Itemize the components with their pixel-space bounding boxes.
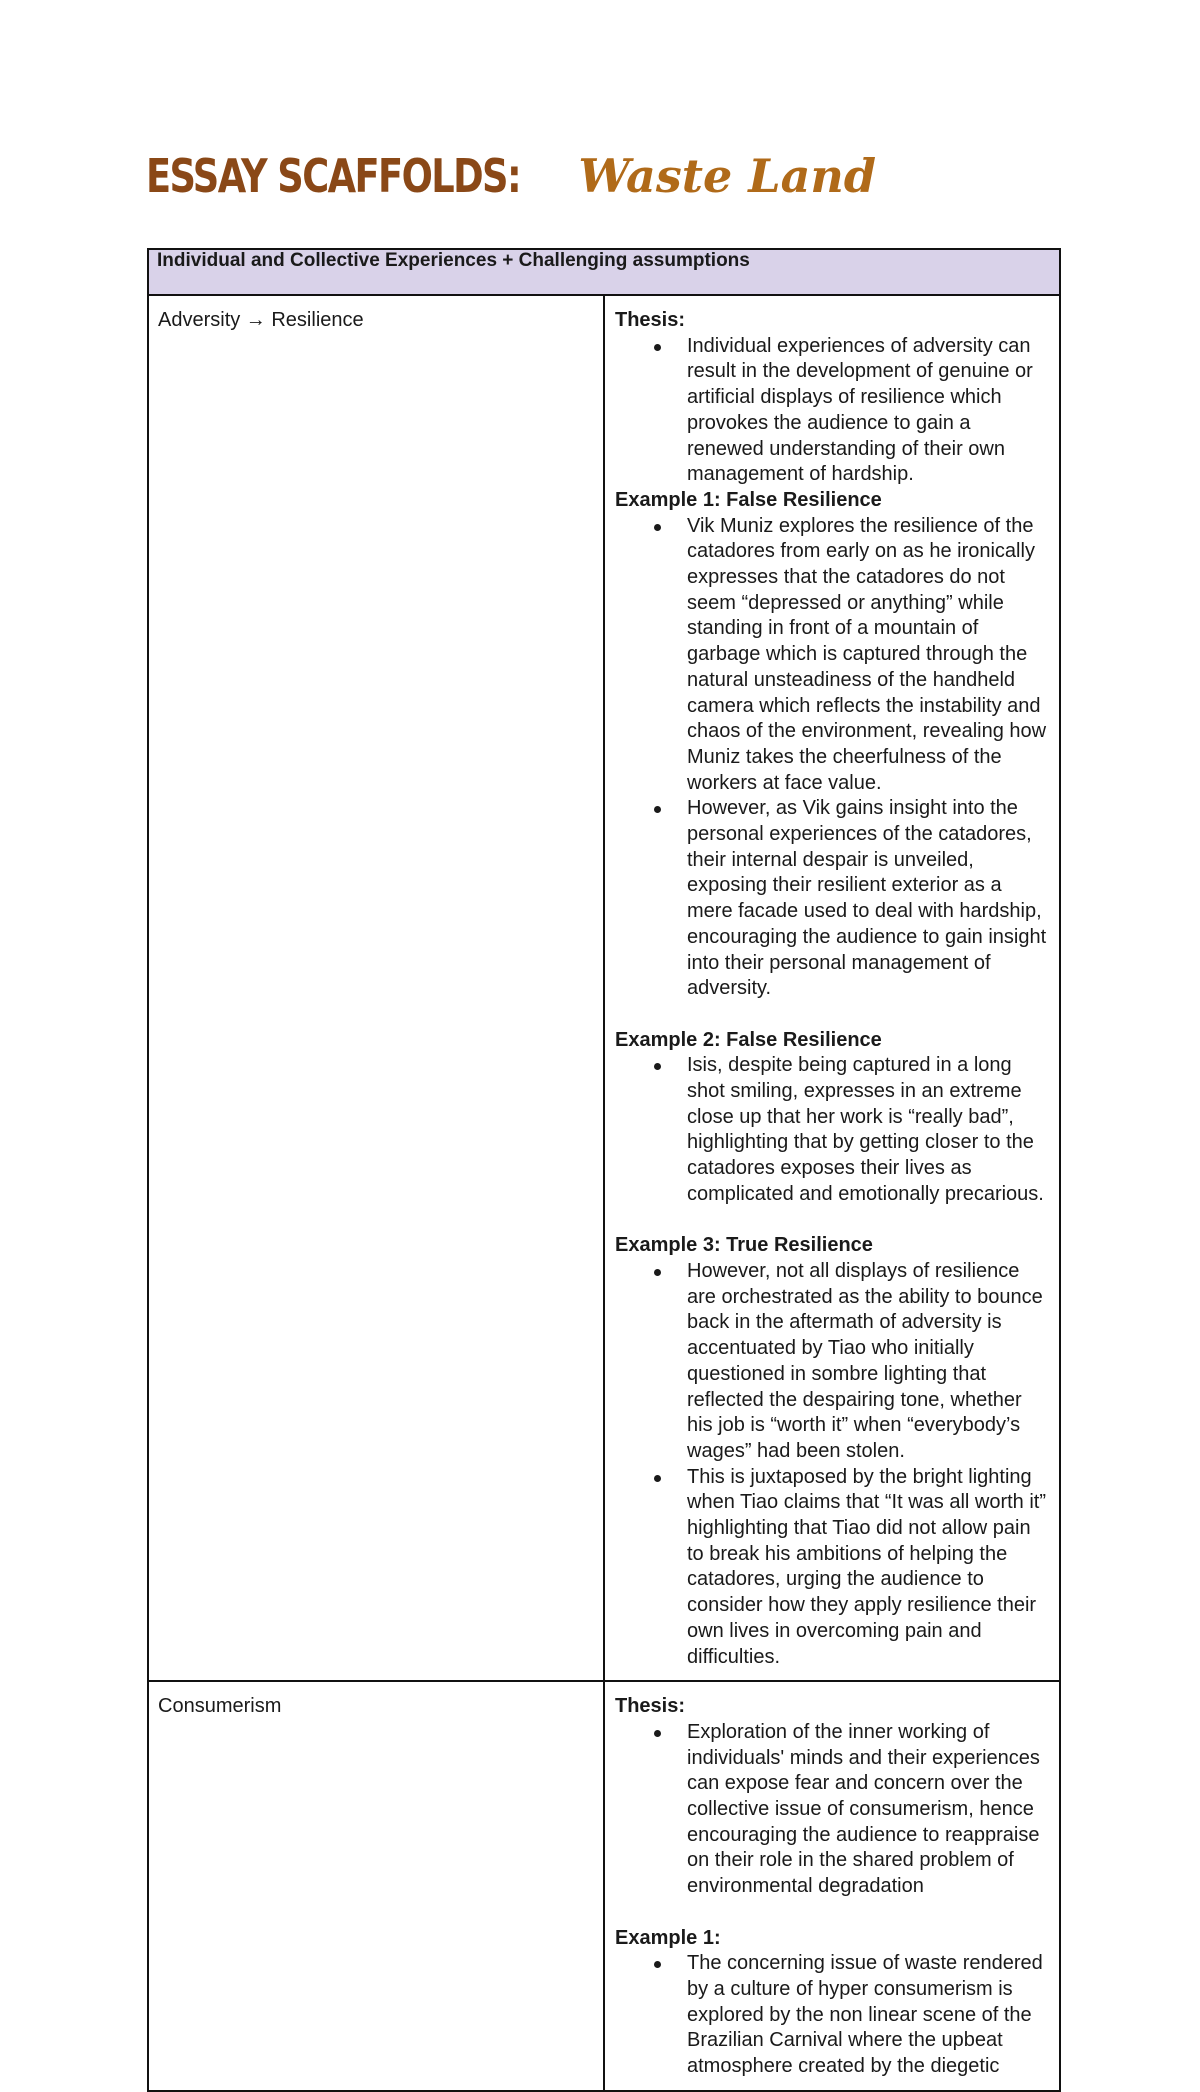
list-item: Vik Muniz explores the resilience of the catadores from early on as he ironically expresses that the catadores do not seem “depressed or anything” while standing in front of a mountain of garbage which is captured through the natural unsteadiness of the handheld camera which reflects the instability and chaos of the environment, revealing how Muniz takes the cheerfulness of the workers at face value. — [687, 514, 1049, 797]
thesis-label: Thesis: — [615, 309, 686, 331]
thesis-label: Thesis: — [615, 1695, 686, 1718]
topic-cell: Adversity → Resilience — [148, 295, 604, 1681]
thesis-list — [615, 1720, 1049, 1900]
example-label: Example 1: False Resilience — [615, 488, 882, 511]
title-lead: ESSAY SCAFFOLDS: — [146, 149, 521, 203]
example-label: Example 1: — [615, 1926, 721, 1949]
topic-cell: Consumerism — [148, 1681, 604, 2091]
list-item: Isis, despite being captured in a long shot smiling, expresses in an extreme close up that her work is “really bad”, highlighting that by getting closer to the catadores exposes their lives as complicated and emotionally precarious. — [687, 1053, 1049, 1207]
list-item: This is juxtaposed by the bright lighting when Tiao claims that “It was all worth it” highlighting that Tiao did not allow pain to break his ambitions of helping the catadores, urging the audience to consider how they apply resilience their own lives in overcoming pain and difficulties. — [687, 1465, 1049, 1671]
title-film-name: Waste Land — [578, 149, 877, 203]
list-item: However, as Vik gains insight into the personal experiences of the catadores, their internal despair is unveiled, exposing their resilient exterior as a mere facade used to deal with hardship, encouraging the audience to gain insight into their personal management of adversity. — [687, 796, 1049, 1002]
list-item: Individual experiences of adversity can result in the development of genuine or artificial displays of resilience which provokes the audience to gain a renewed understanding of their own management of hardship. — [687, 334, 1049, 488]
thesis-list — [615, 334, 1049, 488]
example-label: Example 3: True Resilience — [615, 1234, 873, 1257]
scaffold-table — [147, 248, 1061, 2092]
list-item: The concerning issue of waste rendered by a culture of hyper consumerism is explored by the non linear scene of the Brazilian Carnival where the upbeat atmosphere created by the diegetic — [687, 1951, 1049, 2080]
list-item: Exploration of the inner working of individuals' minds and their experiences can expose fear and concern over the collective issue of consumerism, hence encouraging the audience to reappraise on their role in the shared problem of environmental degradation — [687, 1720, 1049, 1900]
list-item: However, not all displays of resilience are orchestrated as the ability to bounce back in the aftermath of adversity is accentuated by Tiao who initially questioned in sombre lighting that reflected the despairing tone, whether his job is “worth it” when “everybody’s wages” had been stolen. — [687, 1259, 1049, 1465]
content-cell — [604, 295, 1060, 1681]
example-list — [615, 1951, 1049, 2080]
page-title — [146, 148, 876, 204]
example-list — [615, 1053, 1049, 1207]
table-row — [148, 1681, 1060, 2091]
table-header: Individual and Collective Experiences + Challenging assumptions — [148, 249, 1060, 295]
example-list — [615, 1259, 1049, 1670]
example-label: Example 2: False Resilience — [615, 1028, 882, 1051]
example-list — [615, 514, 1049, 1002]
table-row — [148, 295, 1060, 1681]
content-cell — [604, 1681, 1060, 2091]
